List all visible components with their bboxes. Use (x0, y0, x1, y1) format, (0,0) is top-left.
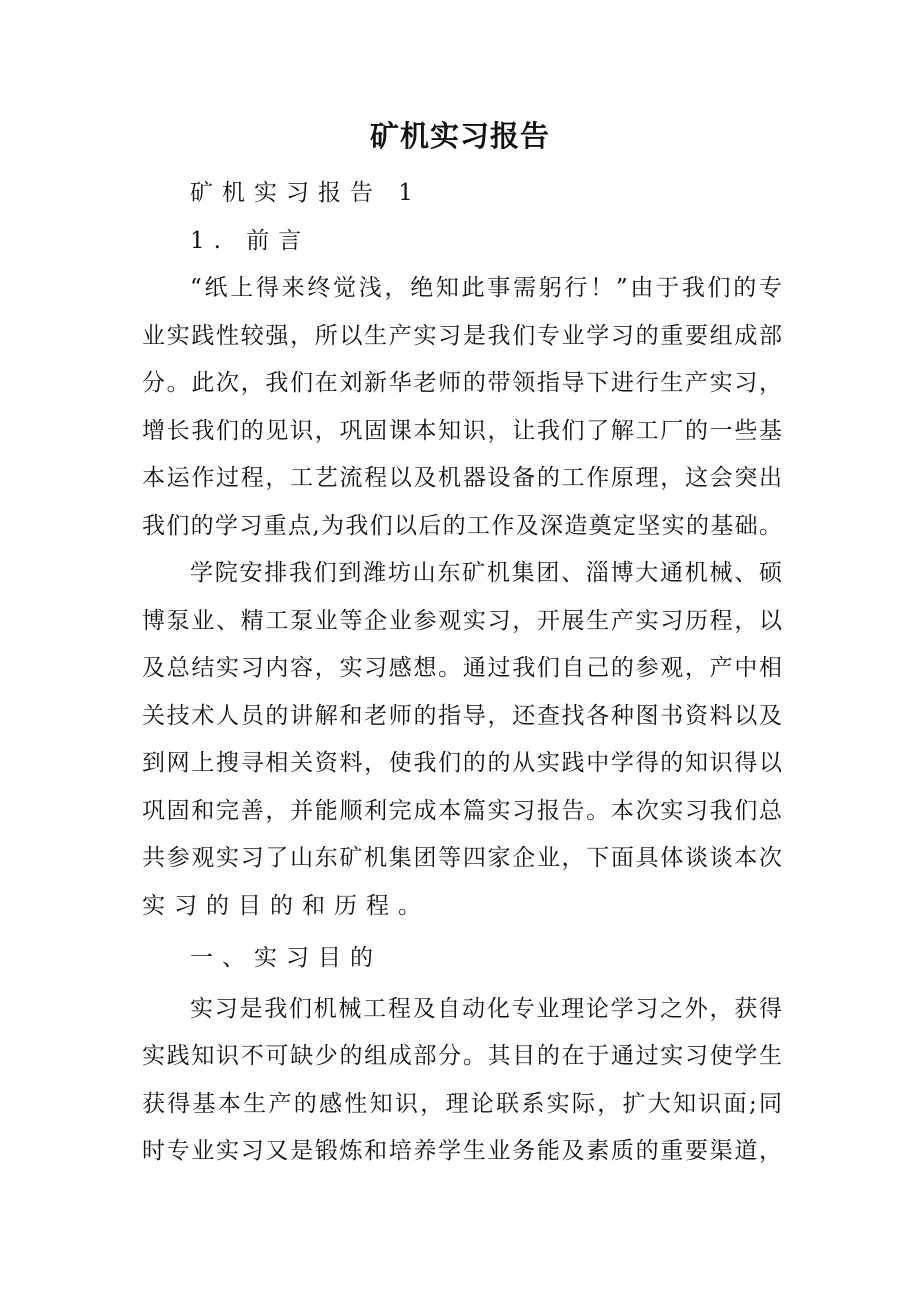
text-line: “纸上得来终觉浅，绝知此事需躬行！”由于我们的专 (190, 275, 782, 301)
text-line: 关技术人员的讲解和老师的指导，还查找各种图书资料以及 (142, 702, 782, 729)
text-line: 我们的学习重点,为我们以后的工作及深造奠定坚实的基础。 (142, 512, 782, 539)
document-body (142, 170, 782, 1176)
text-line: 及总结实习内容，实习感想。通过我们自己的参观，产中相 (142, 655, 782, 681)
text-line: 获得基本生产的感性知识，理论联系实际，扩大知识面;同 (142, 1090, 782, 1117)
text-line: 到网上搜寻相关资料，使我们的的从实践中学得的知识得以 (142, 750, 782, 776)
text-line: 实习是我们机械工程及自动化专业理论学习之外，获得 (190, 995, 782, 1022)
text-line: 实践知识不可缺少的组成部分。其目的在于通过实习使学生 (142, 1043, 782, 1069)
document-title: 矿机实习报告 (369, 119, 550, 153)
text-line: 时专业实习又是锻炼和培养学生业务能及素质的重要渠道， (142, 1138, 782, 1164)
text-line: 本运作过程，工艺流程以及机器设备的工作原理，这会突出 (142, 465, 782, 491)
text-line: 1. 前言 (190, 227, 311, 254)
text-line: 博泵业、精工泵业等企业参观实习，开展生产实习历程，以 (142, 607, 782, 634)
text-line: 增长我们的见识，巩固课本知识，让我们了解工厂的一些基 (142, 417, 782, 444)
text-line: 巩固和完善，并能顺利完成本篇实习报告。本次实习我们总 (142, 797, 782, 824)
text-line: 学院安排我们到潍坊山东矿机集团、淄博大通机械、硕 (190, 560, 782, 586)
text-line: 分。此次，我们在刘新华老师的带领指导下进行生产实习， (142, 370, 782, 396)
text-line: 一、实习目的 (190, 945, 382, 971)
text-line: 共参观实习了山东矿机集团等四家企业，下面具体谈谈本次 (142, 845, 782, 871)
text-line: 实习的目的和历程。 (142, 892, 430, 919)
text-line: 矿机实习报告 1 (190, 180, 422, 206)
text-line: 业实践性较强，所以生产实习是我们专业学习的重要组成部 (142, 322, 782, 349)
